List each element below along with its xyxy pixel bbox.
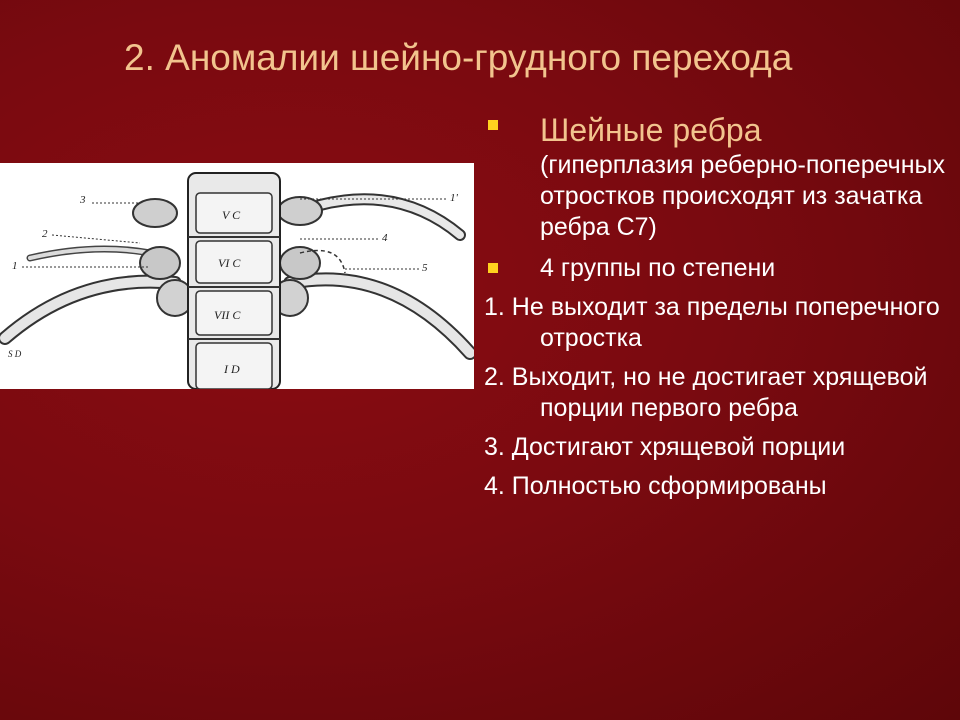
bullet-groups-text: 4 группы по степени xyxy=(540,254,776,282)
label-2: 2 xyxy=(42,228,48,240)
group-item-2: 2. Выходит, но не достигает хрящевой порции первого ребра xyxy=(484,363,928,422)
label-vc: V C xyxy=(222,208,241,222)
cervical-spine-illustration xyxy=(0,163,474,389)
bullet-cervical-ribs xyxy=(484,110,954,243)
label-id: I D xyxy=(224,362,240,376)
label-1: 1 xyxy=(12,260,18,272)
group-item-1: 1. Не выходит за пределы поперечного отростка xyxy=(484,293,940,352)
square-bullet-icon xyxy=(488,120,498,130)
label-4: 4 xyxy=(382,232,388,244)
slide-content xyxy=(484,110,954,510)
square-bullet-icon xyxy=(488,263,498,273)
slide-title: 2. Аномалии шейно-грудного перехода xyxy=(124,37,793,78)
label-vic: VI C xyxy=(218,256,241,270)
group-item-3: 3. Достигают хрящевой порции xyxy=(484,433,846,461)
label-1-prime: 1' xyxy=(450,192,458,204)
bullet-cervical-ribs-title: Шейные ребра xyxy=(540,112,762,148)
spine-drawing xyxy=(0,163,474,389)
bullet-groups xyxy=(484,253,954,284)
label-5: 5 xyxy=(422,262,428,274)
label-viic: VII C xyxy=(214,308,241,322)
label-sd: S D xyxy=(8,349,22,359)
group-item-4: 4. Полностью сформированы xyxy=(484,472,827,500)
label-3: 3 xyxy=(80,194,86,206)
bullet-cervical-ribs-description: (гиперплазия реберно-поперечных отростков происходят из зачатка ребра С7) xyxy=(540,151,945,241)
